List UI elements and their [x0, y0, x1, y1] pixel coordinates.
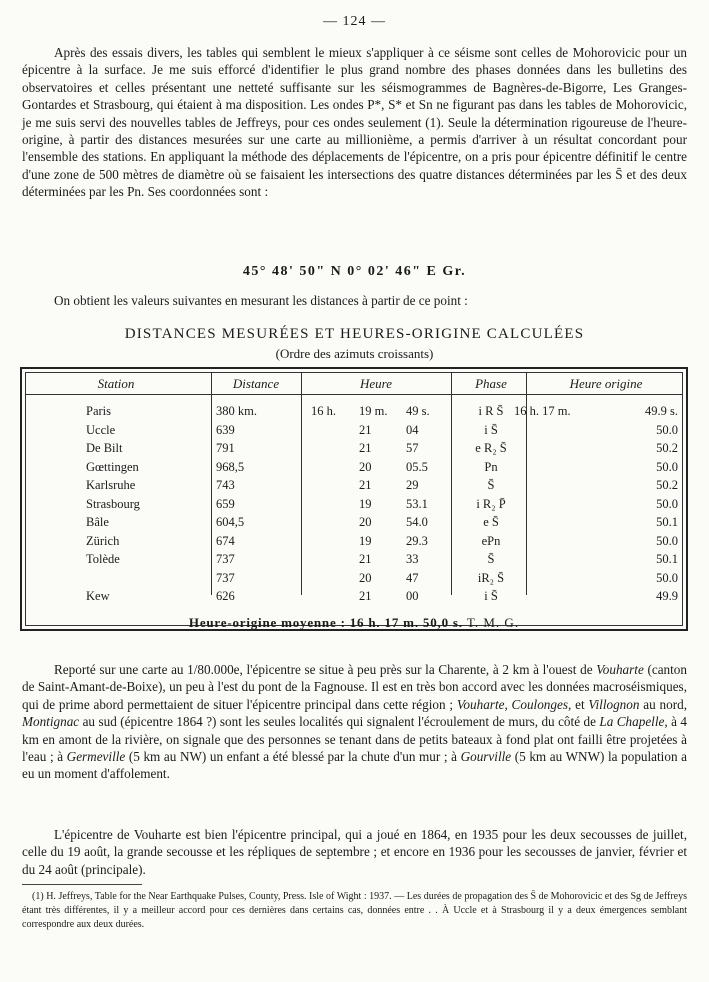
row-hour: 16 h.: [311, 404, 336, 418]
row-minute: 21: [359, 552, 372, 566]
row-minute: 21: [359, 589, 372, 603]
row-minute: 21: [359, 422, 372, 437]
text-run: (5 km au NW) un enfant a été blessé par la chute d'un mur ; à: [125, 749, 461, 765]
row-origin-seconds: 49.9: [656, 589, 678, 603]
row-minute: 20: [359, 515, 372, 529]
row-distance: 659: [216, 496, 235, 511]
row-phase: i R₂ P̄: [476, 496, 506, 511]
row-phase: ePn: [481, 533, 501, 548]
row-phase: e S̄: [483, 515, 499, 529]
header-phase: Phase: [475, 376, 507, 391]
table-row: [26, 460, 682, 477]
paragraph-intro: [22, 292, 687, 309]
row-origin-seconds: 50.1: [656, 552, 678, 566]
footnote-rule: [22, 884, 142, 885]
table-row: [26, 404, 682, 421]
header-rule: [26, 394, 682, 395]
row-station: Bâle: [86, 515, 109, 529]
row-minute: 21: [359, 441, 372, 455]
row-station: Tolède: [86, 552, 120, 566]
mean-origin-label: Heure-origine moyenne : 16 h. 17 m. 50,0 s.: [188, 615, 463, 630]
row-second: 05.5: [406, 459, 428, 474]
row-origin-seconds: 50.1: [656, 515, 678, 529]
table-row: [26, 497, 682, 514]
row-origin-hm: 16 h. 17 m.: [514, 404, 571, 418]
text-run: , et: [567, 696, 589, 712]
place-name: La Chapelle: [599, 714, 665, 730]
paragraph-intro-text: On obtient les valeurs suivantes en mesurant les distances à partir de ce point :: [54, 293, 468, 308]
table-title: DISTANCES MESURÉES ET HEURES-ORIGINE CALCULÉES: [124, 326, 585, 342]
table-row: [26, 441, 682, 458]
epicenter-coordinates: 45° 48' 50" N 0° 02' 46" E Gr.: [242, 264, 467, 279]
row-phase: iR₂ S̄: [477, 570, 505, 585]
row-station: Paris: [86, 404, 111, 418]
table-row: [26, 478, 682, 495]
table-row: [26, 552, 682, 569]
paragraph-report: [22, 661, 687, 783]
row-station: Strasbourg: [86, 496, 140, 511]
table-row: [26, 423, 682, 440]
row-second: 04: [406, 422, 419, 437]
header-distance: Distance: [232, 376, 280, 391]
row-distance: 674: [216, 533, 235, 548]
text-run: (5 km au WNW) la population a eu un moment d'affolement.: [22, 749, 687, 782]
row-second: 33: [406, 552, 419, 566]
row-second: 53.1: [406, 496, 428, 511]
text-run: au sud (épicentre 1864 ?) sont les seules localités qui signalent l'écroulement de murs, du côté de: [79, 714, 600, 730]
table-row: [26, 515, 682, 532]
row-minute: 19 m.: [359, 404, 388, 418]
table-inner-frame: [25, 372, 683, 630]
row-minute: 21: [359, 478, 372, 492]
row-distance: 737: [216, 570, 235, 585]
row-origin-seconds: 50.0: [656, 570, 678, 585]
distances-table: [20, 367, 688, 631]
row-minute: 20: [359, 570, 372, 585]
row-station: Karlsruhe: [86, 478, 136, 492]
place-name: Germeville: [66, 749, 126, 765]
row-phase: i S̄: [484, 422, 498, 437]
row-origin-seconds: 50.0: [656, 496, 678, 511]
place-name: Vouharte, Coulonges: [456, 696, 568, 712]
table-subtitle: (Ordre des azimuts croissants): [275, 346, 434, 361]
text-run: au nord,: [639, 696, 687, 712]
row-phase: S̄: [487, 552, 495, 566]
row-second: 29: [406, 478, 419, 492]
row-phase: S̄: [487, 478, 495, 492]
place-name: Montignac: [22, 714, 80, 730]
row-distance: 626: [216, 589, 235, 603]
header-origine: Heure origine: [569, 376, 643, 391]
row-distance: 743: [216, 478, 235, 492]
row-second: 47: [406, 570, 419, 585]
row-station: Zürich: [86, 533, 120, 548]
row-minute: 20: [359, 459, 372, 474]
paragraph-methods-text: Après des essais divers, les tables qui semblent le mieux s'appliquer à ce séisme sont celles de Mohorovicic pour un épicentre à la surface. Je me suis efforcé d'identifier le plus grand nombre des phases données dans les bulletins des observatoires et celles présentant une netteté suffisante sur les séismogrammes de Bagnères-de-Bigorre, Les Granges-Gontardes et Strasbourg, qui étaient à ma disposition. Les ondes P*, S* et Sn ne figurant pas dans les tables de Mohorovicic, je me suis servi des nouvelles tables de Jeffreys, pour ces ondes seulement (1). Seule la détermination rigoureuse de l'heure-origine, à partir des distances mesurées sur une carte au millionième, a permis d'arriver à un résultat concordant pour l'ensemble des stations. En appliquant la méthode des déplacements de l'épicentre, on a pris pour épicentre définitif le centre d'une zone de 500 mètres de diamètre où se faisaient les intersections des quatre distances déterminées par les S̄ et des deux déterminées par les Pn. Ses coordonnées sont :: [22, 45, 687, 200]
row-station: Gœttingen: [86, 459, 139, 474]
page-number: — 124 —: [323, 14, 386, 29]
row-phase: i S̄: [484, 589, 498, 603]
footnote-text: (1) H. Jeffreys, Table for the Near Earthquake Pulses, County, Press. Isle of Wight : 1937. — Les durées de propagation des S̄ de Mohorovicic et des Sg de Jeffreys étant très différentes, il y a meilleur accord pour ces dernières dans certains cas, données entre . . À Uccle et à Strasbourg il y a deux émergences semblant correspondre aux deux durées.: [22, 891, 687, 930]
header-heure: Heure: [359, 376, 392, 391]
text-run: , à 4 km en amont de la rivière, on signale que des personnes se tenant dans de petits bateaux à fond plat ont failli être projetées à l'eau ; à: [22, 714, 687, 765]
row-second: 57: [406, 441, 419, 455]
row-phase: e R₂ S̄: [475, 441, 507, 455]
header-station: Station: [97, 376, 135, 391]
row-minute: 19: [359, 496, 372, 511]
row-station: De Bilt: [86, 441, 123, 455]
text-run: (canton de Saint-Amant-de-Boixe), un peu à l'est du pont de la Fagnouse. Il est en très bon accord avec les données macroséismiques, qui de prime abord permettaient de situer l'épicentre principal dans cette région ;: [22, 662, 687, 712]
table-row: [26, 571, 682, 588]
row-minute: 19: [359, 533, 372, 548]
row-phase: Pn: [484, 459, 498, 474]
row-distance: 639: [216, 422, 235, 437]
row-distance: 737: [216, 552, 235, 566]
footnote: [22, 890, 687, 932]
row-second: 49 s.: [406, 404, 430, 418]
row-origin-seconds: 50.2: [656, 441, 678, 455]
place-name: Villognon: [588, 696, 640, 712]
row-second: 00: [406, 589, 419, 603]
row-station: Kew: [86, 589, 110, 603]
row-second: 54.0: [406, 515, 428, 529]
mean-origin-time: [26, 615, 682, 631]
place-name: Gourville: [460, 749, 512, 765]
row-distance: 380 km.: [216, 404, 257, 418]
row-station: Uccle: [86, 422, 116, 437]
row-origin-seconds: 50.0: [656, 422, 678, 437]
row-distance: 791: [216, 441, 235, 455]
mean-origin-unit: T. M. G.: [466, 615, 520, 630]
row-origin-seconds: 49.9 s.: [645, 404, 678, 418]
paragraph-methods: [22, 44, 687, 201]
paragraph-report-text: [22, 661, 687, 783]
paragraph-conclusion: [22, 826, 687, 878]
row-phase: i R S̄: [478, 404, 504, 418]
row-second: 29.3: [406, 533, 428, 548]
paragraph-conclusion-text: L'épicentre de Vouharte est bien l'épicentre principal, qui a joué en 1864, en 1935 pour les deux secousses de juillet, celle du 19 août, la grande secousse et les répliques de septembre ; et encore en 1936 pour les secousses de janvier, février et du 24 août (principale).: [22, 827, 687, 877]
table-row: [26, 589, 682, 606]
row-origin-seconds: 50.2: [656, 478, 678, 492]
row-distance: 604,5: [216, 515, 245, 529]
row-origin-seconds: 50.0: [656, 533, 678, 548]
place-name: Vouharte: [596, 662, 644, 677]
table-row: [26, 534, 682, 551]
row-origin-seconds: 50.0: [656, 459, 678, 474]
text-run: Reporté sur une carte au 1/80.000e, l'épicentre se situe à peu près sur la Charente, à 2 km à l'ouest de: [54, 662, 597, 677]
row-distance: 968,5: [216, 459, 245, 474]
